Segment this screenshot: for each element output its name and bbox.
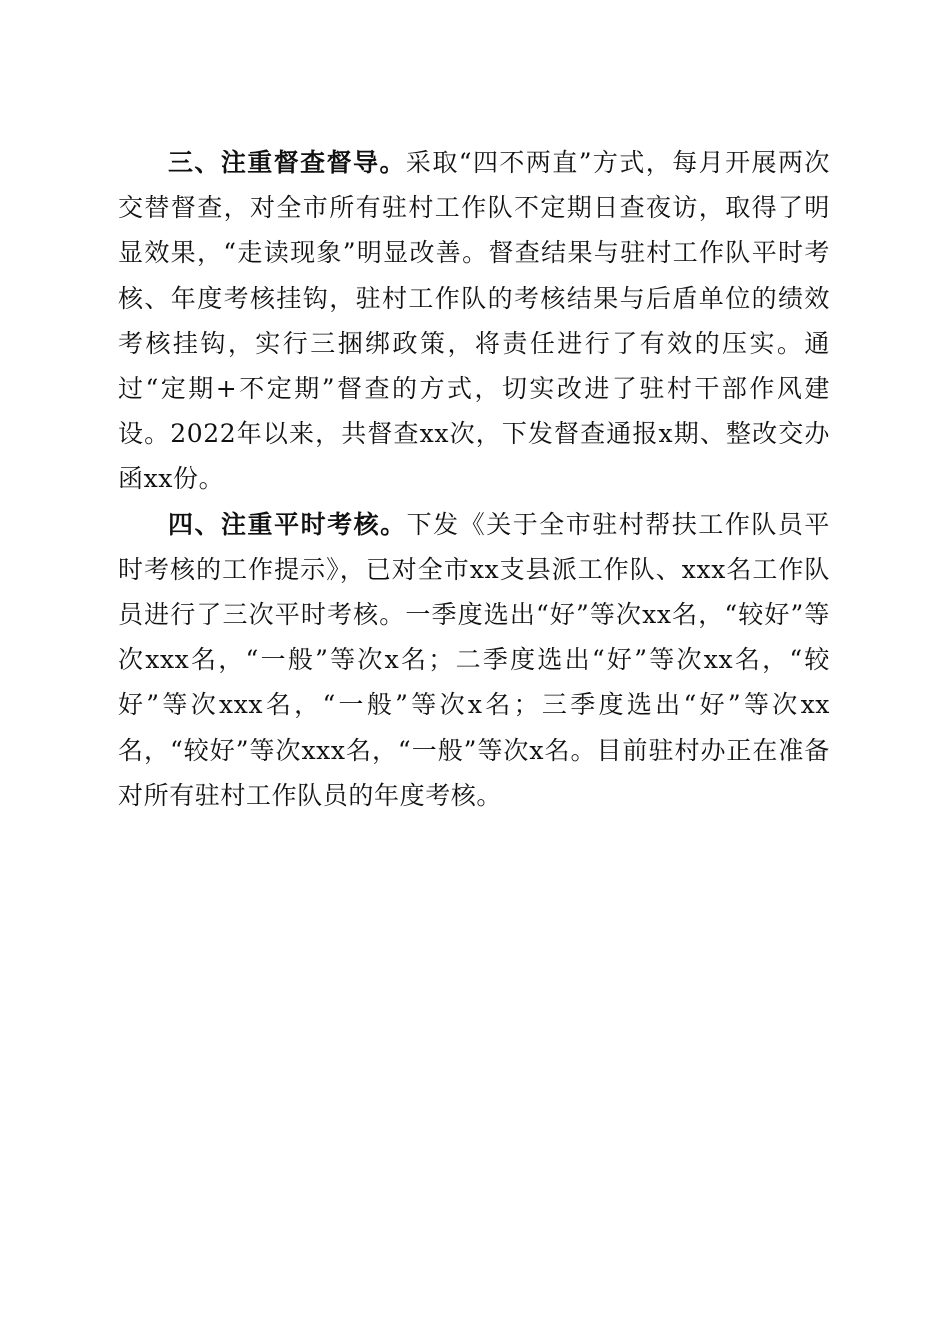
paragraph-assessment	[118, 502, 830, 818]
paragraph-body: 下发《关于全市驻村帮扶工作队员平时考核的工作提示》，已对全市xx支县派工作队、xxx名工作队员进行了三次平时考核。一季度选出“好”等次xx名，“较好”等次xxx名，“一般”等次x名；二季度选出“好”等次xx名，“较好”等次xxx名，“一般”等次x名；三季度选出“好”等次xx名，“较好”等次xxx名，“一般”等次x名。目前驻村办正在准备对所有驻村工作队员的年度考核。	[118, 509, 830, 810]
document-body	[118, 140, 830, 818]
paragraph-heading: 三、注重督查督导。	[168, 148, 406, 177]
paragraph-supervision	[118, 140, 830, 502]
paragraph-body: 采取“四不两直”方式，每月开展两次交替督查，对全市所有驻村工作队不定期日查夜访，取得了明显效果，“走读现象”明显改善。督查结果与驻村工作队平时考核、年度考核挂钩，驻村工作队的考核结果与后盾单位的绩效考核挂钩，实行三捆绑政策，将责任进行了有效的压实。通过“定期+不定期”督查的方式，切实改进了驻村干部作风建设。2022年以来，共督查xx次，下发督查通报x期、整改交办函xx份。	[118, 148, 830, 494]
paragraph-heading: 四、注重平时考核。	[168, 509, 407, 539]
